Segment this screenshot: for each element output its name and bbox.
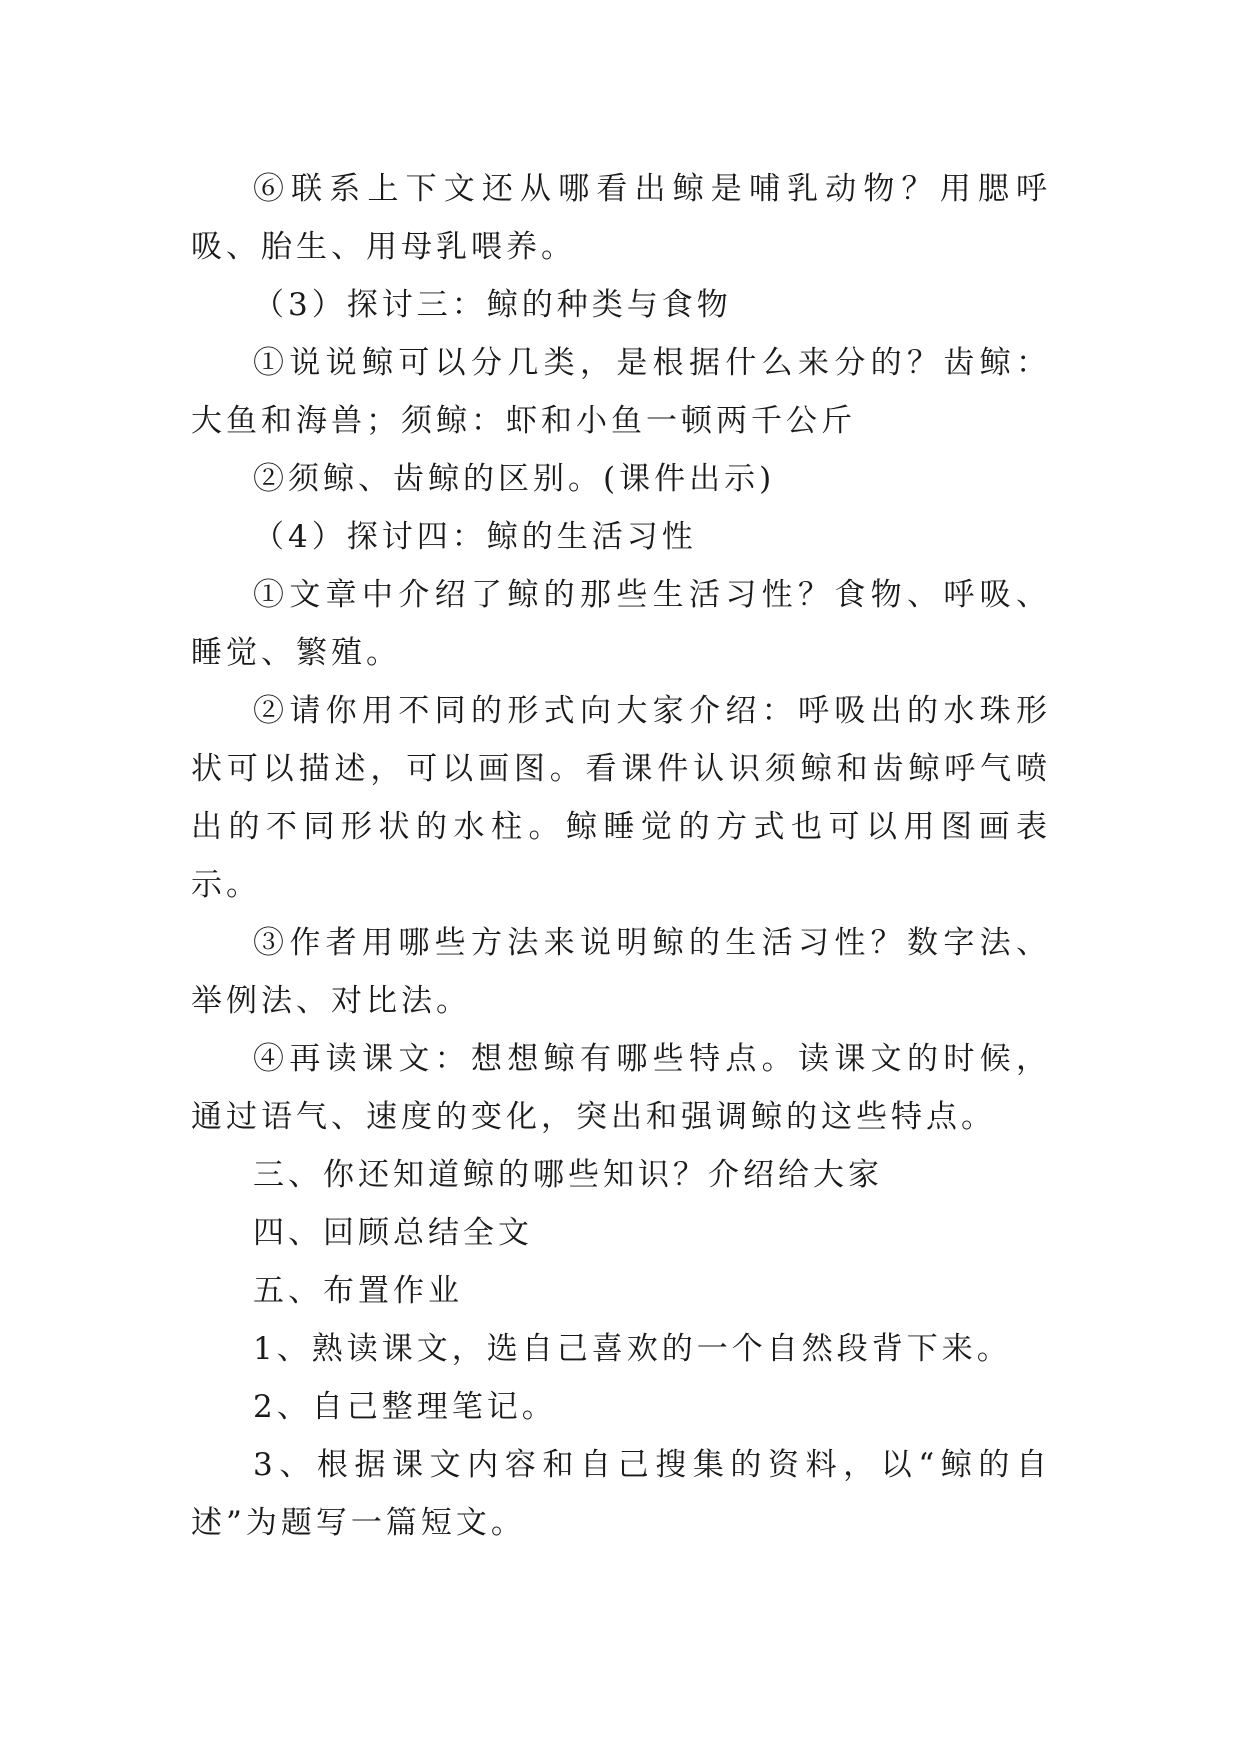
paragraph-item-2-difference: ②须鲸、齿鲸的区别。(课件出示) bbox=[253, 461, 776, 497]
paragraph-homework-3: 3、根据课文内容和自己搜集的资料，以“鲸的自述”为题写一篇短文。 bbox=[191, 1447, 1051, 1541]
paragraph-section-5: 五、布置作业 bbox=[253, 1273, 463, 1309]
paragraph-item-1-habits: ①文章中介绍了鲸的那些生活习性？食物、呼吸、睡觉、繁殖。 bbox=[191, 577, 1051, 671]
document-body bbox=[191, 160, 1051, 1552]
paragraph-homework-1: 1、熟读课文，选自己喜欢的一个自然段背下来。 bbox=[253, 1331, 1012, 1367]
paragraph-heading-discussion-3: （3）探讨三：鲸的种类与食物 bbox=[253, 287, 732, 323]
paragraph-item-4-reread: ④再读课文：想想鲸有哪些特点。读课文的时候，通过语气、速度的变化，突出和强调鲸的这些特点。 bbox=[191, 1041, 1051, 1135]
paragraph-heading-discussion-4: （4）探讨四：鲸的生活习性 bbox=[253, 519, 697, 555]
paragraph-homework-2: 2、自己整理笔记。 bbox=[253, 1389, 557, 1425]
paragraph-section-3: 三、你还知道鲸的哪些知识？介绍给大家 bbox=[253, 1157, 883, 1193]
paragraph-item-1-types: ①说说鲸可以分几类，是根据什么来分的？齿鲸：大鱼和海兽；须鲸：虾和小鱼一顿两千公斤 bbox=[191, 345, 1051, 439]
paragraph-item-6-mammal: ⑥联系上下文还从哪看出鲸是哺乳动物？用腮呼吸、胎生、用母乳喂养。 bbox=[191, 171, 1051, 265]
paragraph-section-4: 四、回顾总结全文 bbox=[253, 1215, 533, 1251]
paragraph-item-3-methods: ③作者用哪些方法来说明鲸的生活习性？数字法、举例法、对比法。 bbox=[191, 925, 1051, 1019]
paragraph-item-2-forms: ②请你用不同的形式向大家介绍：呼吸出的水珠形状可以描述，可以画图。看课件认识须鲸和齿鲸呼气喷出的不同形状的水柱。鲸睡觉的方式也可以用图画表示。 bbox=[191, 693, 1051, 903]
